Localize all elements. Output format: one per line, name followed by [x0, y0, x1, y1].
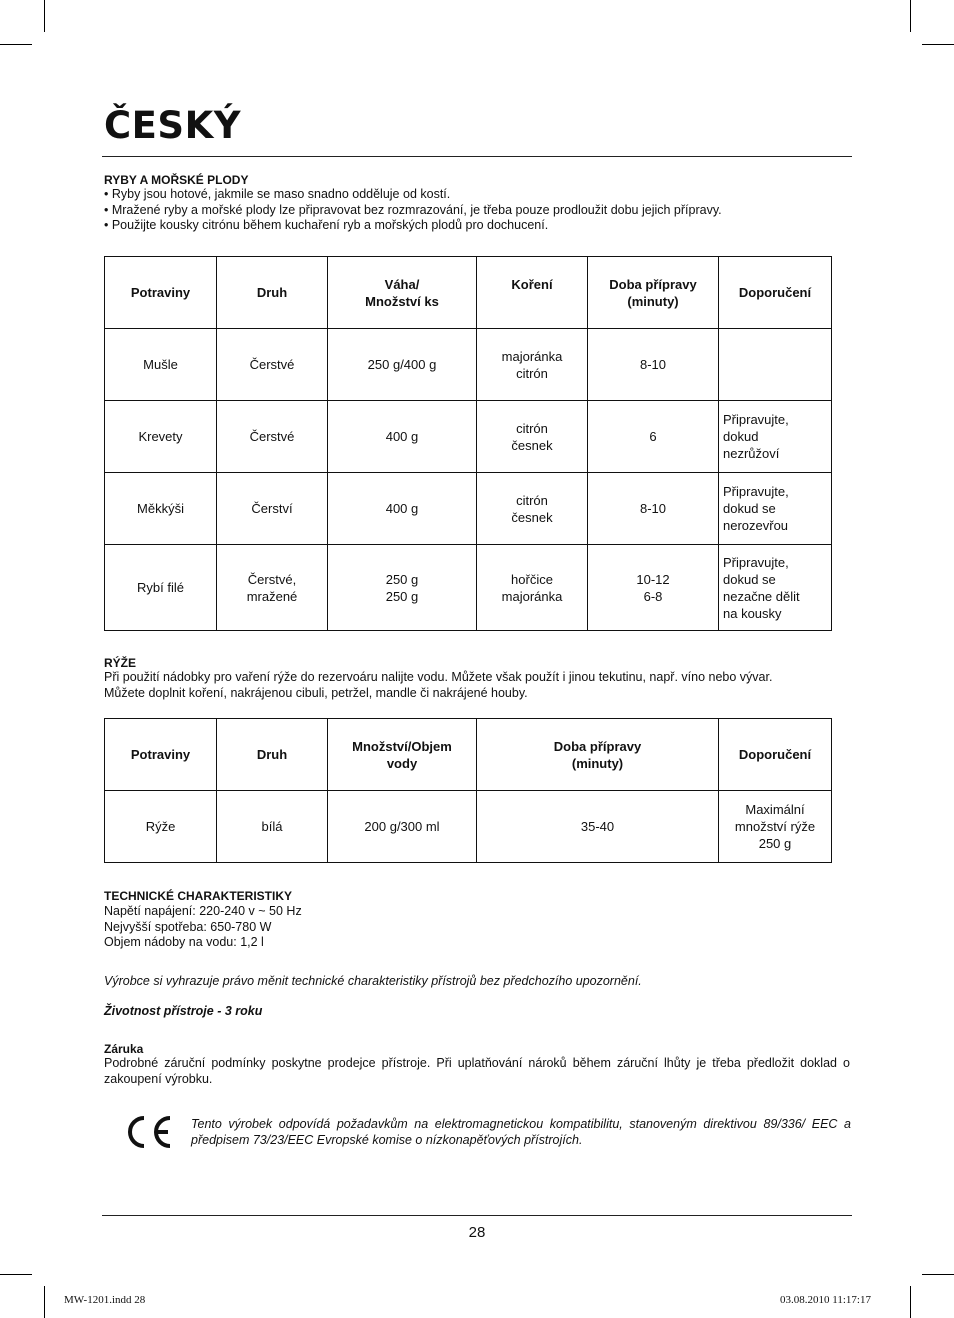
page-title: ČESKÝ — [104, 104, 242, 147]
table-cell: bílá — [217, 791, 328, 863]
page-number: 28 — [468, 1224, 486, 1241]
title-rule — [102, 156, 852, 157]
lifetime-note: Životnost přístroje - 3 roku — [104, 1004, 263, 1018]
tech-spec-line: Nejvyšší spotřeba: 650-780 W — [104, 919, 272, 934]
table-cell: Měkkýši — [105, 473, 217, 545]
table-cell: Čerstvé — [217, 401, 328, 473]
tech-specs — [104, 904, 850, 951]
header-cell: Váha/ Množství ks — [328, 257, 477, 329]
header-cell: Potraviny — [105, 257, 217, 329]
table-cell: citrón česnek — [477, 473, 588, 545]
crop-mark — [922, 44, 954, 45]
table-cell: 250 g 250 g — [328, 545, 477, 631]
table-cell: 250 g/400 g — [328, 329, 477, 401]
table-cell: 200 g/300 ml — [328, 791, 477, 863]
header-cell: Koření — [477, 257, 588, 329]
table-header-row — [105, 257, 832, 329]
fish-bullet: • Použijte kousky citrónu během kuchaření ryb a mořských plodů pro dochucení. — [104, 218, 549, 232]
header-cell: Druh — [217, 719, 328, 791]
change-notice: Výrobce si vyhrazuje právo měnit technické charakteristiky přístrojů bez předchozího upozornění. — [104, 974, 642, 988]
crop-mark — [44, 1286, 45, 1318]
header-cell: Doporučení — [719, 257, 832, 329]
rice-text — [104, 670, 850, 701]
table-cell — [719, 329, 832, 401]
table-header-row — [105, 719, 832, 791]
table-cell: 8-10 — [588, 473, 719, 545]
tech-heading: TECHNICKÉ CHARAKTERISTIKY — [104, 889, 293, 903]
table-row — [105, 473, 832, 545]
crop-mark — [44, 0, 45, 32]
header-cell: Doporučení — [719, 719, 832, 791]
table-cell: Rýže — [105, 791, 217, 863]
rice-line: Při použití nádobky pro vaření rýže do rezervoáru nalijte vodu. Můžete však použít i jinou tekutinu, např. víno nebo vývar. — [104, 670, 773, 684]
crop-mark — [910, 0, 911, 32]
fish-bullets — [104, 187, 850, 234]
crop-mark — [0, 44, 32, 45]
fish-bullet: • Ryby jsou hotové, jakmile se maso snadno odděluje od kostí. — [104, 187, 451, 201]
warranty-heading: Záruka — [104, 1042, 144, 1056]
table-row — [105, 401, 832, 473]
crop-mark — [922, 1274, 954, 1275]
table-cell: majoránka citrón — [477, 329, 588, 401]
rice-heading: RÝŽE — [104, 656, 137, 670]
table-cell: Připravujte, dokud se nezačne dělit na kousky — [719, 545, 832, 631]
table-cell: 400 g — [328, 473, 477, 545]
table-cell: Maximální množství rýže 250 g — [719, 791, 832, 863]
header-cell: Doba přípravy (minuty) — [588, 257, 719, 329]
table-row — [105, 545, 832, 631]
rice-line: Můžete doplnit koření, nakrájenou cibuli, petržel, mandle či nakrájené houby. — [104, 685, 528, 700]
ce-statement: Tento výrobek odpovídá požadavkům na elektromagnetickou kompatibilitu, stanoveným direktivou 89/336/ EEC a předpisem 73/23/EEC Evropské komise o nízkonapěťových přístrojích. — [191, 1117, 851, 1147]
crop-mark — [910, 1286, 911, 1318]
header-cell: Množství/Objem vody — [328, 719, 477, 791]
table-cell: Připravujte, dokud nezrůžoví — [719, 401, 832, 473]
warranty-text: Podrobné záruční podmínky poskytne prodejce přístroje. Při uplatňování nároků během záruční lhůty je třeba předložit doklad o zakoupení výrobku. — [104, 1056, 850, 1086]
header-cell: Potraviny — [105, 719, 217, 791]
table-cell: Mušle — [105, 329, 217, 401]
table-cell: Krevety — [105, 401, 217, 473]
rice-table — [104, 718, 832, 863]
table-cell: 8-10 — [588, 329, 719, 401]
table-cell: Čerstvé, mražené — [217, 545, 328, 631]
header-cell: Druh — [217, 257, 328, 329]
header-cell: Doba přípravy (minuty) — [477, 719, 719, 791]
tech-spec-line: Napětí napájení: 220-240 v ~ 50 Hz — [104, 904, 302, 918]
crop-mark — [0, 1274, 32, 1275]
fish-bullet: • Mražené ryby a mořské plody lze připravovat bez rozmrazování, je třeba pouze prodloužit dobu jejich přípravy. — [104, 202, 722, 217]
table-cell: 35-40 — [477, 791, 719, 863]
table-cell: 10-12 6-8 — [588, 545, 719, 631]
slug-date: 03.08.2010 11:17:17 — [780, 1294, 871, 1306]
table-cell: Připravujte, dokud se nerozevřou — [719, 473, 832, 545]
ce-mark-icon — [122, 1112, 174, 1152]
table-row — [105, 791, 832, 863]
table-row — [105, 329, 832, 401]
table-cell: 6 — [588, 401, 719, 473]
table-cell: Čerstvé — [217, 329, 328, 401]
table-cell: citrón česnek — [477, 401, 588, 473]
table-cell: 400 g — [328, 401, 477, 473]
table-cell: hořčice majoránka — [477, 545, 588, 631]
footer-rule — [102, 1215, 852, 1216]
table-cell: Čerství — [217, 473, 328, 545]
tech-spec-line: Objem nádoby na vodu: 1,2 l — [104, 935, 264, 949]
table-cell: Rybí filé — [105, 545, 217, 631]
fish-heading: RYBY A MOŘSKÉ PLODY — [104, 173, 249, 187]
fish-table — [104, 256, 832, 631]
slug-file: MW-1201.indd 28 — [64, 1294, 146, 1306]
